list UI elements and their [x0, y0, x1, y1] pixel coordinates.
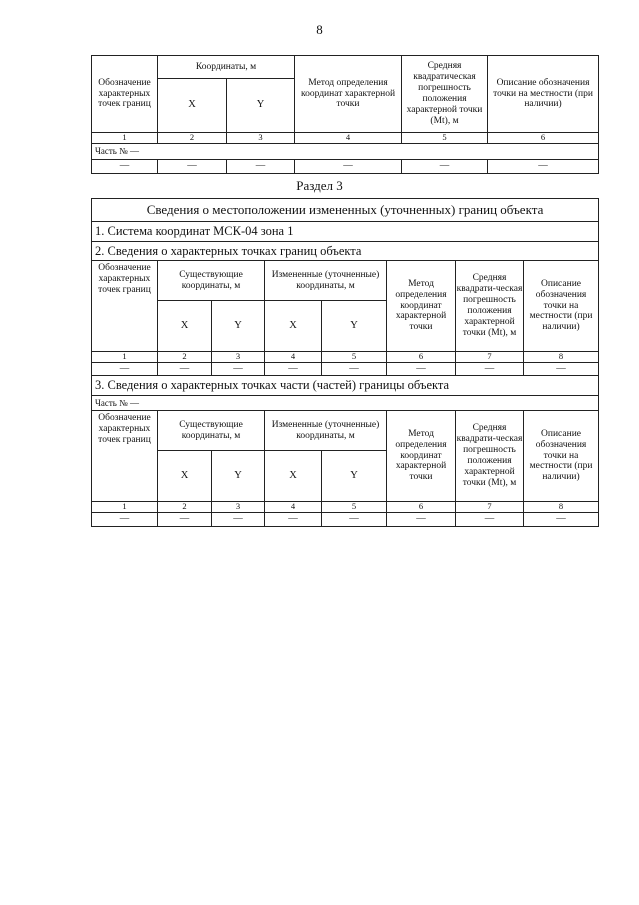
header-description: Описание обозначения точки на местности (при наличии): [524, 261, 599, 352]
table-title: Сведения о местоположении измененных (уточненных) границ объекта: [92, 199, 599, 222]
table-cell: —: [387, 363, 456, 376]
header-x: X: [265, 301, 322, 352]
column-number: 2: [158, 133, 227, 144]
header-point-designation: Обозначение характерных точек границ: [92, 56, 158, 133]
column-number: 1: [92, 133, 158, 144]
header-point-designation: Обозначение характерных точек границ: [92, 261, 158, 352]
table-cell: —: [265, 513, 322, 527]
table-cell: —: [212, 513, 265, 527]
header-x: X: [158, 79, 227, 133]
table-cell: —: [227, 160, 295, 174]
part-label: Часть № —: [92, 144, 599, 160]
header-x: X: [158, 301, 212, 352]
header-x: X: [265, 451, 322, 502]
column-number: 4: [295, 133, 402, 144]
column-number: 3: [212, 502, 265, 513]
column-number: 1: [92, 502, 158, 513]
header-method: Метод определения координат характерной точки: [387, 411, 456, 502]
column-number: 8: [524, 352, 599, 363]
column-number: 5: [402, 133, 488, 144]
subsection-heading: 2. Сведения о характерных точках границ объекта: [92, 242, 599, 261]
column-number: 2: [158, 502, 212, 513]
header-method: Метод определения координат характерной точки: [295, 56, 402, 133]
table-cell: —: [92, 160, 158, 174]
header-existing-coords: Существующие координаты, м: [158, 261, 265, 301]
table-cell: —: [402, 160, 488, 174]
header-description: Описание обозначения точки на местности (при наличии): [524, 411, 599, 502]
column-number: 7: [456, 352, 524, 363]
page-number: 8: [316, 22, 323, 37]
header-accuracy: Средняя квадрати-ческая погрешность положения характерной точки (Mt), м: [456, 261, 524, 352]
column-number: 5: [322, 352, 387, 363]
part-label: Часть № —: [92, 396, 599, 411]
header-y: Y: [212, 301, 265, 352]
column-number: 1: [92, 352, 158, 363]
column-number: 3: [212, 352, 265, 363]
header-changed-coords: Измененные (уточненные) координаты, м: [265, 261, 387, 301]
header-accuracy: Средняя квадратическая погрешность положения характерной точки (Mt), м: [402, 56, 488, 133]
table-cell: —: [524, 513, 599, 527]
table-cell: —: [92, 513, 158, 527]
column-number: 5: [322, 502, 387, 513]
subsection-heading: 3. Сведения о характерных точках части (частей) границы объекта: [92, 376, 599, 396]
boundary-info-table: [91, 198, 599, 527]
header-coordinates: Координаты, м: [158, 56, 295, 79]
table-cell: —: [456, 363, 524, 376]
header-accuracy: Средняя квадрати-ческая погрешность положения характерной точки (Mt), м: [456, 411, 524, 502]
table-cell: —: [387, 513, 456, 527]
header-description: Описание обозначения точки на местности (при наличии): [488, 56, 599, 133]
header-x: X: [158, 451, 212, 502]
table-cell: —: [488, 160, 599, 174]
table-cell: —: [295, 160, 402, 174]
header-y: Y: [322, 301, 387, 352]
table-cell: —: [322, 513, 387, 527]
table-cell: —: [158, 513, 212, 527]
section-title: Раздел 3: [296, 178, 343, 193]
column-number: 6: [387, 352, 456, 363]
table-cell: —: [322, 363, 387, 376]
header-point-designation: Обозначение характерных точек границ: [92, 411, 158, 502]
table-cell: —: [158, 363, 212, 376]
column-number: 8: [524, 502, 599, 513]
column-number: 2: [158, 352, 212, 363]
header-changed-coords: Измененные (уточненные) координаты, м: [265, 411, 387, 451]
table-cell: —: [524, 363, 599, 376]
table-cell: —: [212, 363, 265, 376]
points-table-part: [91, 55, 599, 174]
column-number: 4: [265, 352, 322, 363]
header-existing-coords: Существующие координаты, м: [158, 411, 265, 451]
coord-system: 1. Система координат МСК-04 зона 1: [92, 222, 599, 242]
header-y: Y: [322, 451, 387, 502]
table-cell: —: [92, 363, 158, 376]
table-cell: —: [158, 160, 227, 174]
column-number: 3: [227, 133, 295, 144]
column-number: 4: [265, 502, 322, 513]
column-number: 7: [456, 502, 524, 513]
column-number: 6: [488, 133, 599, 144]
column-number: 6: [387, 502, 456, 513]
header-method: Метод определения координат характерной точки: [387, 261, 456, 352]
header-y: Y: [227, 79, 295, 133]
table-cell: —: [456, 513, 524, 527]
table-cell: —: [265, 363, 322, 376]
header-y: Y: [212, 451, 265, 502]
